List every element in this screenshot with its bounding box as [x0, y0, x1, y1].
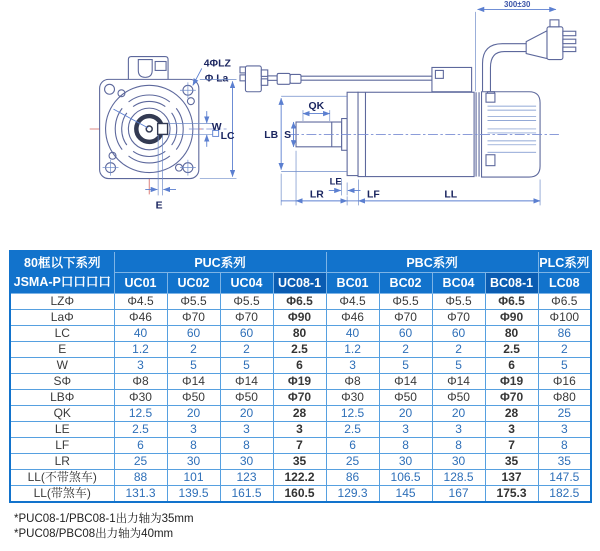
dimension-label-ll: LL — [444, 189, 458, 201]
value-cell: 20 — [220, 406, 273, 422]
value-cell: 12.5 — [326, 406, 379, 422]
value-cell: Φ50 — [167, 390, 220, 406]
value-cell: 35 — [273, 454, 326, 470]
keyway — [158, 124, 168, 135]
value-cell: 40 — [326, 326, 379, 342]
table-row — [10, 486, 591, 503]
value-cell: Φ4.5 — [326, 294, 379, 310]
model-column-header: UC04 — [220, 273, 273, 294]
row-label: E — [10, 342, 114, 358]
value-cell: 122.2 — [273, 470, 326, 486]
value-cell: Φ90 — [273, 310, 326, 326]
value-cell: Φ50 — [432, 390, 485, 406]
side-view — [240, 20, 576, 177]
value-cell: Φ90 — [485, 310, 538, 326]
value-cell: 25 — [538, 406, 591, 422]
value-cell: 8 — [432, 438, 485, 454]
dimension-label-shaft-diameter: S — [284, 129, 292, 141]
dimension-label-lr: LR — [309, 189, 324, 201]
row-label: LF — [10, 438, 114, 454]
table-row — [10, 422, 591, 438]
dimension-table-section — [0, 248, 600, 542]
value-cell: 5 — [379, 358, 432, 374]
value-cell: Φ50 — [379, 390, 432, 406]
value-cell: 2 — [167, 342, 220, 358]
table-row — [10, 470, 591, 486]
table-row — [10, 310, 591, 326]
table-row — [10, 374, 591, 390]
value-cell: Φ4.5 — [114, 294, 167, 310]
value-cell: 5 — [220, 358, 273, 374]
row-label: QK — [10, 406, 114, 422]
value-cell: Φ5.5 — [432, 294, 485, 310]
front-view — [90, 57, 203, 195]
value-cell: Φ19 — [273, 374, 326, 390]
dimension-table — [9, 250, 592, 503]
model-column-header: BC04 — [432, 273, 485, 294]
dimension-label-keyway-offset: E — [155, 200, 163, 212]
value-cell: 2 — [432, 342, 485, 358]
value-cell: 182.5 — [538, 486, 591, 503]
value-cell: 20 — [432, 406, 485, 422]
value-cell: Φ100 — [538, 310, 591, 326]
value-cell: 7 — [485, 438, 538, 454]
dimension-label-le: LE — [329, 175, 342, 187]
row-label: LR — [10, 454, 114, 470]
row-label: LC — [10, 326, 114, 342]
value-cell: Φ50 — [220, 390, 273, 406]
value-cell: 167 — [432, 486, 485, 503]
model-column-header: BC01 — [326, 273, 379, 294]
value-cell: 7 — [273, 438, 326, 454]
corner-header: 80框以下系列 JSMA-P口口口口 — [10, 251, 114, 294]
dimension-label-bolt-holes: 4ΦLZ — [203, 58, 231, 70]
row-label: LL(不带煞车) — [10, 470, 114, 486]
value-cell: 1.2 — [114, 342, 167, 358]
value-cell: 5 — [432, 358, 485, 374]
series-group-header: PUC系列 — [114, 251, 326, 273]
value-cell: 2 — [220, 342, 273, 358]
table-row — [10, 342, 591, 358]
value-cell: 8 — [538, 438, 591, 454]
footnotes — [9, 503, 600, 542]
value-cell: Φ6.5 — [485, 294, 538, 310]
table-row — [10, 438, 591, 454]
front-connector — [128, 57, 168, 80]
value-cell: Φ5.5 — [220, 294, 273, 310]
value-cell: 3 — [432, 422, 485, 438]
value-cell: 30 — [167, 454, 220, 470]
motor-dimension-drawing — [0, 0, 600, 248]
model-column-header: UC02 — [167, 273, 220, 294]
value-cell: 2.5 — [114, 422, 167, 438]
value-cell: 8 — [167, 438, 220, 454]
value-cell: 80 — [273, 326, 326, 342]
model-column-header: BC08-1 — [485, 273, 538, 294]
power-cable-connector — [483, 20, 576, 91]
model-column-header: UC08-1 — [273, 273, 326, 294]
row-label: LaΦ — [10, 310, 114, 326]
value-cell: Φ14 — [379, 374, 432, 390]
value-cell: Φ46 — [114, 310, 167, 326]
value-cell: Φ8 — [114, 374, 167, 390]
value-cell: 2.5 — [273, 342, 326, 358]
value-cell: Φ5.5 — [379, 294, 432, 310]
value-cell: 80 — [485, 326, 538, 342]
flange-plate — [347, 92, 358, 175]
value-cell: Φ46 — [326, 310, 379, 326]
value-cell: Φ70 — [273, 390, 326, 406]
value-cell: Φ14 — [220, 374, 273, 390]
value-cell: 12.5 — [114, 406, 167, 422]
dimension-label-lf: LF — [367, 189, 380, 201]
value-cell: 2.5 — [485, 342, 538, 358]
value-cell: 60 — [379, 326, 432, 342]
value-cell: Φ30 — [114, 390, 167, 406]
encoder-cable-connector — [240, 66, 472, 92]
value-cell: 2 — [379, 342, 432, 358]
value-cell: 30 — [220, 454, 273, 470]
value-cell: Φ70 — [167, 310, 220, 326]
footnote-line: *PUC08/PBC08出力轴为40mm — [14, 527, 174, 540]
value-cell: 101 — [167, 470, 220, 486]
value-cell: 8 — [379, 438, 432, 454]
value-cell: 88 — [114, 470, 167, 486]
value-cell: 86 — [538, 326, 591, 342]
row-label: LE — [10, 422, 114, 438]
value-cell: 5 — [167, 358, 220, 374]
row-label: LBΦ — [10, 390, 114, 406]
value-cell: Φ19 — [485, 374, 538, 390]
value-cell: 3 — [379, 422, 432, 438]
value-cell: 6 — [485, 358, 538, 374]
value-cell: 3 — [114, 358, 167, 374]
value-cell: 5 — [538, 358, 591, 374]
dimension-label-frame-size: LC — [220, 130, 235, 142]
value-cell: Φ14 — [432, 374, 485, 390]
value-cell: Φ70 — [379, 310, 432, 326]
dimension-label-flange-circle: Φ La — [204, 73, 229, 85]
value-cell: 161.5 — [220, 486, 273, 503]
value-cell: Φ6.5 — [538, 294, 591, 310]
value-cell: 147.5 — [538, 470, 591, 486]
value-cell: 3 — [273, 422, 326, 438]
value-cell: 60 — [167, 326, 220, 342]
value-cell: Φ30 — [326, 390, 379, 406]
value-cell: 40 — [114, 326, 167, 342]
value-cell: 20 — [167, 406, 220, 422]
series-group-header: PLC系列 — [538, 251, 591, 273]
value-cell: Φ80 — [538, 390, 591, 406]
table-row — [10, 390, 591, 406]
value-cell: 6 — [326, 438, 379, 454]
value-cell: Φ6.5 — [273, 294, 326, 310]
value-cell: 6 — [114, 438, 167, 454]
value-cell: Φ5.5 — [167, 294, 220, 310]
value-cell: 131.3 — [114, 486, 167, 503]
value-cell: 8 — [220, 438, 273, 454]
row-label: W — [10, 358, 114, 374]
value-cell: 3 — [485, 422, 538, 438]
value-cell: 2 — [538, 342, 591, 358]
value-cell: 139.5 — [167, 486, 220, 503]
value-cell: 1.2 — [326, 342, 379, 358]
value-cell: 128.5 — [432, 470, 485, 486]
value-cell: 25 — [114, 454, 167, 470]
value-cell: 3 — [220, 422, 273, 438]
value-cell: 35 — [538, 454, 591, 470]
value-cell: 30 — [379, 454, 432, 470]
value-cell: 129.3 — [326, 486, 379, 503]
table-row — [10, 326, 591, 342]
value-cell: 60 — [432, 326, 485, 342]
row-label: LZΦ — [10, 294, 114, 310]
model-column-header: LC08 — [538, 273, 591, 294]
row-label: SΦ — [10, 374, 114, 390]
value-cell: Φ8 — [326, 374, 379, 390]
table-row — [10, 358, 591, 374]
value-cell: 30 — [432, 454, 485, 470]
value-cell: Φ16 — [538, 374, 591, 390]
value-cell: 145 — [379, 486, 432, 503]
dimension-label-key-length: QK — [308, 101, 325, 113]
dimension-label-keyway-width: W — [211, 121, 222, 133]
value-cell: 60 — [220, 326, 273, 342]
value-cell: 106.5 — [379, 470, 432, 486]
table-row — [10, 294, 591, 310]
value-cell: Φ70 — [220, 310, 273, 326]
series-group-header: PBC系列 — [326, 251, 538, 273]
value-cell: 3 — [167, 422, 220, 438]
value-cell: Φ14 — [167, 374, 220, 390]
value-cell: 175.3 — [485, 486, 538, 503]
value-cell: 28 — [273, 406, 326, 422]
value-cell: 20 — [379, 406, 432, 422]
dimension-label-cable-length: 300±30 — [504, 0, 531, 9]
value-cell: 123 — [220, 470, 273, 486]
value-cell: 86 — [326, 470, 379, 486]
dimension-label-pilot-diameter: LB — [264, 129, 279, 141]
table-row — [10, 454, 591, 470]
value-cell: 28 — [485, 406, 538, 422]
table-body — [10, 294, 591, 503]
row-label: LL(带煞车) — [10, 486, 114, 503]
table-head — [10, 251, 591, 294]
model-column-header: UC01 — [114, 273, 167, 294]
value-cell: Φ70 — [485, 390, 538, 406]
value-cell: 137 — [485, 470, 538, 486]
value-cell: 35 — [485, 454, 538, 470]
value-cell: 160.5 — [273, 486, 326, 503]
value-cell: 2.5 — [326, 422, 379, 438]
value-cell: 6 — [273, 358, 326, 374]
footnote-line: *PUC08-1/PBC08-1出力轴为35mm — [14, 513, 194, 525]
value-cell: 3 — [326, 358, 379, 374]
model-column-header: BC02 — [379, 273, 432, 294]
value-cell: 3 — [538, 422, 591, 438]
value-cell: 25 — [326, 454, 379, 470]
value-cell: Φ70 — [432, 310, 485, 326]
table-row — [10, 406, 591, 422]
